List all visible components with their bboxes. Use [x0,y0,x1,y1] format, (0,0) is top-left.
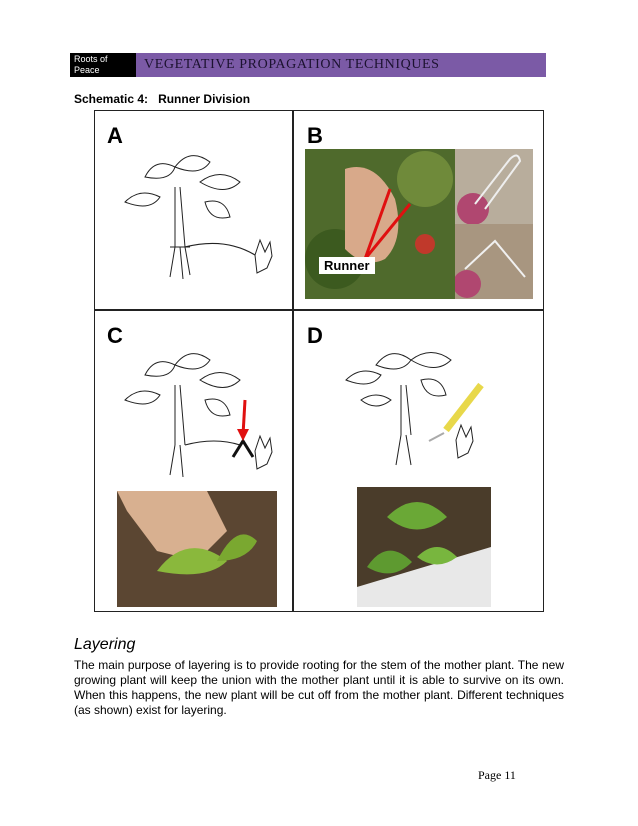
header-org-block [70,53,136,77]
panel-c-pinning-photo [117,491,277,607]
schematic-name: Runner Division [158,92,251,106]
header-org-line2: Peace [74,65,100,75]
panel-d-potted-plant-photo [357,487,491,607]
header-org-line1: Roots of [74,54,108,64]
panel-d-letter: D [307,323,323,348]
page-number: Page 11 [478,768,516,782]
panel-a-letter: A [107,123,123,148]
schematic-label: Schematic 4: [74,92,149,106]
schematic-title [74,92,250,106]
section-body: The main purpose of layering is to provide rooting for the stem of the mother plant. The new growing plant will keep the union with the mother plant until it is able to survive on its own. When this happens, the new plant will be cut off from the mother plant. Different techniques (as shown) exist for layering. [74,658,564,717]
header-bar [136,53,546,77]
panel-c-plant-drawing [115,345,285,485]
panel-c-letter: C [107,323,123,348]
grid-divider-horizontal [95,309,543,311]
runner-label: Runner [319,257,375,274]
panel-b-pin-photos [455,149,533,299]
panel-d-plant-drawing [341,345,521,475]
panel-b-letter: B [307,123,323,148]
figure-grid [94,110,544,612]
grid-divider-vertical [292,111,294,611]
panel-b-runner-photo [305,149,455,299]
header-title: VEGETATIVE PROPAGATION TECHNIQUES [144,57,440,72]
section-title: Layering [74,636,136,653]
panel-a-plant-drawing [115,147,285,287]
